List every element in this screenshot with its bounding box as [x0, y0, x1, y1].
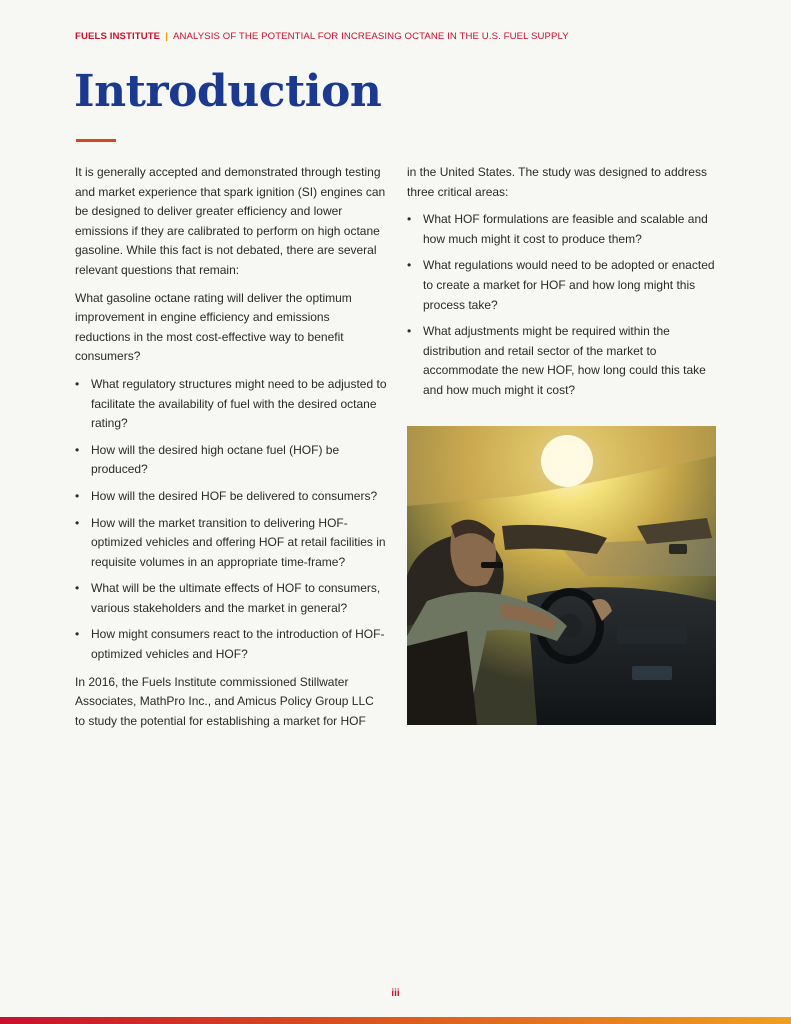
left-column: [75, 163, 387, 739]
list-item: • What regulations would need to be adopted or enacted to create a market for HOF and how long might this process take?: [407, 256, 717, 315]
page-title: Introduction: [74, 66, 382, 117]
photo-man-driving-car: [407, 426, 716, 725]
questions-bullet-list: [75, 375, 387, 665]
list-item: • What will be the ultimate effects of HOF to consumers, various stakeholders and the market in general?: [75, 579, 387, 618]
running-header: [75, 31, 569, 42]
list-item: • What HOF formulations are feasible and scalable and how much might it cost to produce them?: [407, 210, 717, 249]
header-org-name: FUELS INSTITUTE: [75, 31, 161, 42]
footer-gradient-bar: [0, 1017, 791, 1024]
right-column: [407, 163, 717, 409]
page-number: iii: [391, 988, 400, 999]
list-item: • How will the market transition to delivering HOF-optimized vehicles and offering HOF at retail facilities in requisite volumes in an appropriate time-frame?: [75, 514, 387, 573]
header-separator: |: [165, 31, 168, 42]
list-item: • How will the desired high octane fuel (HOF) be produced?: [75, 441, 387, 480]
list-item: • What regulatory structures might need to be adjusted to facilitate the availability of fuel with the desired octane rating?: [75, 375, 387, 434]
question-paragraph: What gasoline octane rating will deliver the optimum improvement in engine efficiency and emissions reductions in the most cost-effective way to benefit consumers?: [75, 290, 352, 364]
list-item: • What adjustments might be required within the distribution and retail sector of the market to accommodate the new HOF, how long could this take and how much might it cost?: [407, 322, 717, 400]
title-underline-rule: [76, 139, 116, 142]
closing-paragraph: In 2016, the Fuels Institute commissioned Stillwater Associates, MathPro Inc., and Amicus Policy Group LLC to study the potential for establishing a market for HOF: [75, 674, 374, 728]
study-areas-bullet-list: [407, 210, 717, 400]
list-item: • How will the desired HOF be delivered to consumers?: [75, 487, 387, 507]
continuation-paragraph: in the United States. The study was designed to address three critical areas:: [407, 165, 707, 199]
header-report-title: ANALYSIS OF THE POTENTIAL FOR INCREASING OCTANE IN THE U.S. FUEL SUPPLY: [172, 31, 569, 42]
list-item: • How might consumers react to the introduction of HOF-optimized vehicles and HOF?: [75, 625, 387, 664]
intro-paragraph: It is generally accepted and demonstrated through testing and market experience that spark ignition (SI) engines can be designed to deliver greater efficiency and lower emissions if they are calibrated to perform on high octane gasoline. While this fact is not debated, there are several relevant questions that remain:: [75, 165, 386, 277]
